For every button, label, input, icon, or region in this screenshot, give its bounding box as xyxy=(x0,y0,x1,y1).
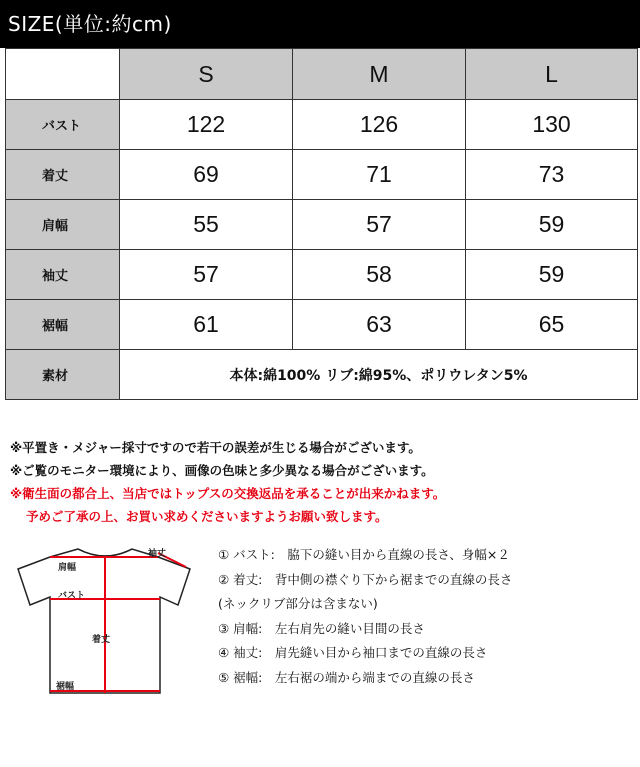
table-header-row xyxy=(6,49,638,100)
row-label: 肩幅 xyxy=(6,200,120,250)
row-label: 裾幅 xyxy=(6,300,120,350)
note-monitor: ※ご覧のモニター環境により、画像の色味と多少異なる場合がございます。 xyxy=(10,463,434,478)
notes-block xyxy=(10,436,635,528)
cell-value: 73 xyxy=(466,150,638,200)
diagram-label-bust: バスト xyxy=(58,591,86,601)
tshirt-outline-icon xyxy=(10,535,210,705)
cell-value: 126 xyxy=(293,100,466,150)
legend-shoulder: ③ 肩幅: 左右肩先の縫い目間の長さ xyxy=(218,620,425,636)
note-measurement: ※平置き・メジャー採寸ですので若干の誤差が生じる場合がございます。 xyxy=(10,440,421,455)
diagram-label-length: 着丈 xyxy=(92,635,111,645)
legend-length-note: (ネックリブ部分は含まない) xyxy=(218,596,378,611)
diagram-label-sleeve: 袖丈 xyxy=(148,549,167,559)
table-row-shoulder xyxy=(6,200,638,250)
column-header-m: M xyxy=(293,49,466,100)
size-title: SIZE(単位:約cm) xyxy=(0,0,640,48)
column-header-l: L xyxy=(466,49,638,100)
table-row-bust xyxy=(6,100,638,150)
note-no-return: ※衛生面の都合上、当店ではトップスの交換返品を承ることが出来かねます。 xyxy=(10,486,446,501)
legend-length: ② 着丈: 背中側の襟ぐり下から裾までの直線の長さ xyxy=(218,571,513,587)
diagram-label-hem: 裾幅 xyxy=(56,682,75,692)
cell-value: 122 xyxy=(120,100,293,150)
legend-bust: ① バスト: 脇下の縫い目から直線の長さ、身幅×２ xyxy=(218,547,510,562)
cell-value: 65 xyxy=(466,300,638,350)
cell-value: 63 xyxy=(293,300,466,350)
row-label: バスト xyxy=(6,100,120,150)
table-row-length xyxy=(6,150,638,200)
row-label: 素材 xyxy=(6,350,120,400)
legend-hem: ⑤ 裾幅: 左右裾の端から端までの直線の長さ xyxy=(218,669,475,685)
cell-value: 58 xyxy=(293,250,466,300)
legend-sleeve: ④ 袖丈: 肩先縫い目から袖口までの直線の長さ xyxy=(218,645,488,660)
material-value: 本体:綿100% リブ:綿95%、ポリウレタン5% xyxy=(120,350,638,400)
cell-value: 69 xyxy=(120,150,293,200)
cell-value: 57 xyxy=(120,250,293,300)
row-label: 着丈 xyxy=(6,150,120,200)
tshirt-diagram xyxy=(10,535,210,705)
cell-value: 59 xyxy=(466,250,638,300)
table-row-material xyxy=(6,350,638,400)
measurement-legend xyxy=(218,543,638,690)
size-table xyxy=(5,48,638,400)
note-acknowledge: 予めご了承の上、お買い求めくださいますようお願い致します。 xyxy=(26,509,388,524)
cell-value: 130 xyxy=(466,100,638,150)
table-row-hem xyxy=(6,300,638,350)
diagram-label-shoulder: 肩幅 xyxy=(58,563,77,573)
row-label: 袖丈 xyxy=(6,250,120,300)
cell-value: 61 xyxy=(120,300,293,350)
cell-value: 71 xyxy=(293,150,466,200)
table-row-sleeve xyxy=(6,250,638,300)
cell-value: 55 xyxy=(120,200,293,250)
cell-value: 59 xyxy=(466,200,638,250)
cell-value: 57 xyxy=(293,200,466,250)
table-corner-cell xyxy=(6,49,120,100)
column-header-s: S xyxy=(120,49,293,100)
